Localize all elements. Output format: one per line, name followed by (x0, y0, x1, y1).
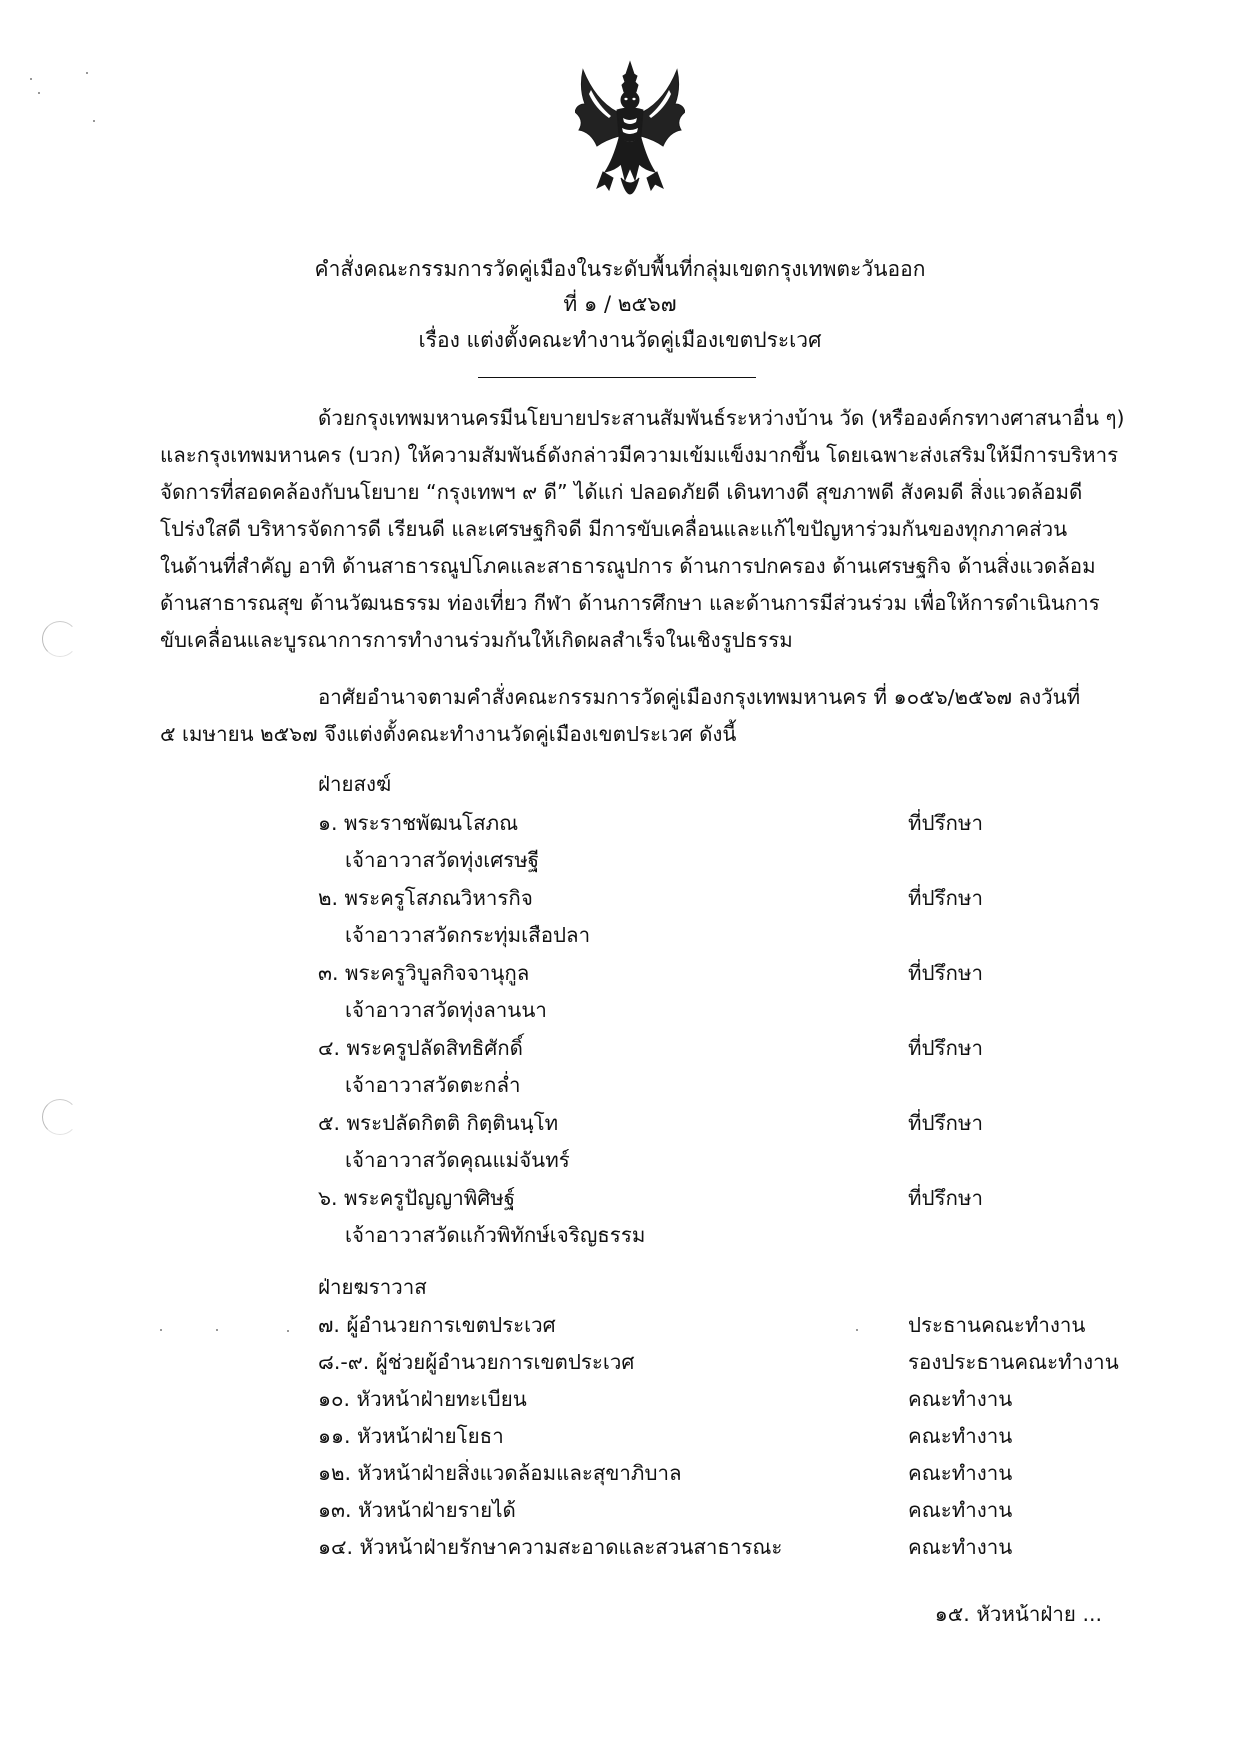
member-position: เจ้าอาวาสวัดทุ่งเศรษฐี (345, 848, 540, 872)
order-number: ที่ ๑ / ๒๕๖๗ (563, 292, 677, 316)
punch-hole-mark (42, 1099, 78, 1135)
paragraph-1-line: ด้วยกรุงเทพมหานครมีนโยบายประสานสัมพันธ์ระหว่างบ้าน วัด (หรือองค์กรทางศาสนาอื่น ๆ) (318, 406, 1125, 430)
monk-member-row (0, 1033, 1240, 1063)
member-position: เจ้าอาวาสวัดกระทุ่มเสือปลา (345, 923, 591, 947)
member-name: ๔. พระครูปลัดสิทธิศักดิ์ (318, 1036, 523, 1060)
lay-section-heading: ฝ่ายฆราวาส (318, 1275, 427, 1299)
member-role: ที่ปรึกษา (908, 1186, 983, 1210)
lay-member-row (0, 1310, 1240, 1340)
member-name: ๖. พระครูปัญญาพิศิษฐ์ (318, 1186, 516, 1210)
member-name: ๗. ผู้อำนวยการเขตประเวศ (318, 1313, 556, 1337)
document-title: คำสั่งคณะกรรมการวัดคู่เมืองในระดับพื้นที่กลุ่มเขตกรุงเทพตะวันออก (314, 257, 926, 281)
monk-member-row (0, 883, 1240, 913)
scan-speck (30, 78, 32, 80)
member-role: ที่ปรึกษา (908, 1036, 983, 1060)
paragraph-1-line: ขับเคลื่อนและบูรณาการการทำงานร่วมกันให้เกิดผลสำเร็จในเชิงรูปธรรม (160, 628, 793, 652)
member-role: คณะทำงาน (908, 1387, 1013, 1411)
paragraph-1-line: จัดการที่สอดคล้องกับนโยบาย “กรุงเทพฯ ๙ ดี” ได้แก่ ปลอดภัยดี เดินทางดี สุขภาพดี สังคมดี สิ่งแวดล้อมดี (160, 480, 1083, 504)
header-divider (478, 377, 756, 378)
paragraph-1-line: ในด้านที่สำคัญ อาทิ ด้านสาธารณูปโภคและสาธารณูปการ ด้านการปกครอง ด้านเศรษฐกิจ ด้านสิ่งแวดล้อม (160, 554, 1096, 578)
scan-speck (93, 120, 95, 122)
member-role: คณะทำงาน (908, 1461, 1013, 1485)
member-name: ๕. พระปลัดกิตติ กิตฺตินนฺโท (318, 1111, 559, 1135)
monk-member-row (0, 958, 1240, 988)
paragraph-2-line: ๕ เมษายน ๒๕๖๗ จึงแต่งตั้งคณะทำงานวัดคู่เมืองเขตประเวศ ดังนี้ (160, 722, 737, 746)
paragraph-1-line: โปร่งใสดี บริหารจัดการดี เรียนดี และเศรษฐกิจดี มีการขับเคลื่อนและแก้ไขปัญหาร่วมกันของทุกภาคส่วน (160, 517, 1068, 541)
member-name: ๑๑. หัวหน้าฝ่ายโยธา (318, 1424, 504, 1448)
monk-member-row (0, 1108, 1240, 1138)
member-role: ที่ปรึกษา (908, 811, 983, 835)
member-role: คณะทำงาน (908, 1535, 1013, 1559)
member-role: คณะทำงาน (908, 1424, 1013, 1448)
member-role: ประธานคณะทำงาน (908, 1313, 1086, 1337)
continuation-note: ๑๕. หัวหน้าฝ่าย ... (934, 1602, 1102, 1626)
document-subject: เรื่อง แต่งตั้งคณะทำงานวัดคู่เมืองเขตประเวศ (418, 328, 822, 352)
scan-speck (86, 72, 88, 74)
lay-member-row (0, 1458, 1240, 1488)
scan-speck (216, 1329, 218, 1331)
member-name: ๑๐. หัวหน้าฝ่ายทะเบียน (318, 1387, 527, 1411)
monk-member-row (0, 1183, 1240, 1213)
member-role: ที่ปรึกษา (908, 886, 983, 910)
lay-member-row (0, 1384, 1240, 1414)
member-position: เจ้าอาวาสวัดคุณแม่จันทร์ (345, 1148, 570, 1172)
lay-member-row (0, 1421, 1240, 1451)
member-position: เจ้าอาวาสวัดตะกล่ำ (345, 1073, 521, 1097)
scan-speck (38, 92, 40, 94)
member-name: ๑๔. หัวหน้าฝ่ายรักษาความสะอาดและสวนสาธารณะ (318, 1535, 783, 1559)
lay-member-row (0, 1495, 1240, 1525)
member-name: ๑๓. หัวหน้าฝ่ายรายได้ (318, 1498, 516, 1522)
member-name: ๓. พระครูวิบูลกิจจานุกูล (318, 961, 530, 985)
monk-section-heading: ฝ่ายสงฆ์ (318, 772, 392, 796)
lay-member-row (0, 1532, 1240, 1562)
monk-member-row (0, 808, 1240, 838)
paragraph-2-line: อาศัยอำนาจตามคำสั่งคณะกรรมการวัดคู่เมืองกรุงเทพมหานคร ที่ ๑๐๕๖/๒๕๖๗ ลงวันที่ (318, 685, 1081, 709)
paragraph-1-line: และกรุงเทพมหานคร (บวก) ให้ความสัมพันธ์ดังกล่าวมีความเข้มแข็งมากขึ้น โดยเฉพาะส่งเสริมให้มีการบริหาร (160, 443, 1119, 467)
lay-member-row (0, 1347, 1240, 1377)
member-position: เจ้าอาวาสวัดแก้วพิทักษ์เจริญธรรม (345, 1223, 646, 1247)
member-role: คณะทำงาน (908, 1498, 1013, 1522)
scan-speck (287, 1330, 289, 1332)
member-position: เจ้าอาวาสวัดทุ่งลานนา (345, 998, 547, 1022)
scan-speck (856, 1329, 858, 1331)
member-name: ๑. พระราชพัฒนโสภณ (318, 811, 519, 835)
punch-hole-mark (42, 621, 78, 657)
member-name: ๑๒. หัวหน้าฝ่ายสิ่งแวดล้อมและสุขาภิบาล (318, 1461, 682, 1485)
scan-speck (160, 1329, 162, 1331)
paragraph-1-line: ด้านสาธารณสุข ด้านวัฒนธรรม ท่องเที่ยว กีฬา ด้านการศึกษา และด้านการมีส่วนร่วม เพื่อให้การดำเนินการ (160, 591, 1100, 615)
member-name: ๒. พระครูโสภณวิหารกิจ (318, 886, 533, 910)
member-role: ที่ปรึกษา (908, 1111, 983, 1135)
member-role: ที่ปรึกษา (908, 961, 983, 985)
garuda-emblem-icon (575, 60, 685, 210)
member-role: รองประธานคณะทำงาน (908, 1350, 1119, 1374)
member-name: ๘.-๙. ผู้ช่วยผู้อำนวยการเขตประเวศ (318, 1350, 635, 1374)
